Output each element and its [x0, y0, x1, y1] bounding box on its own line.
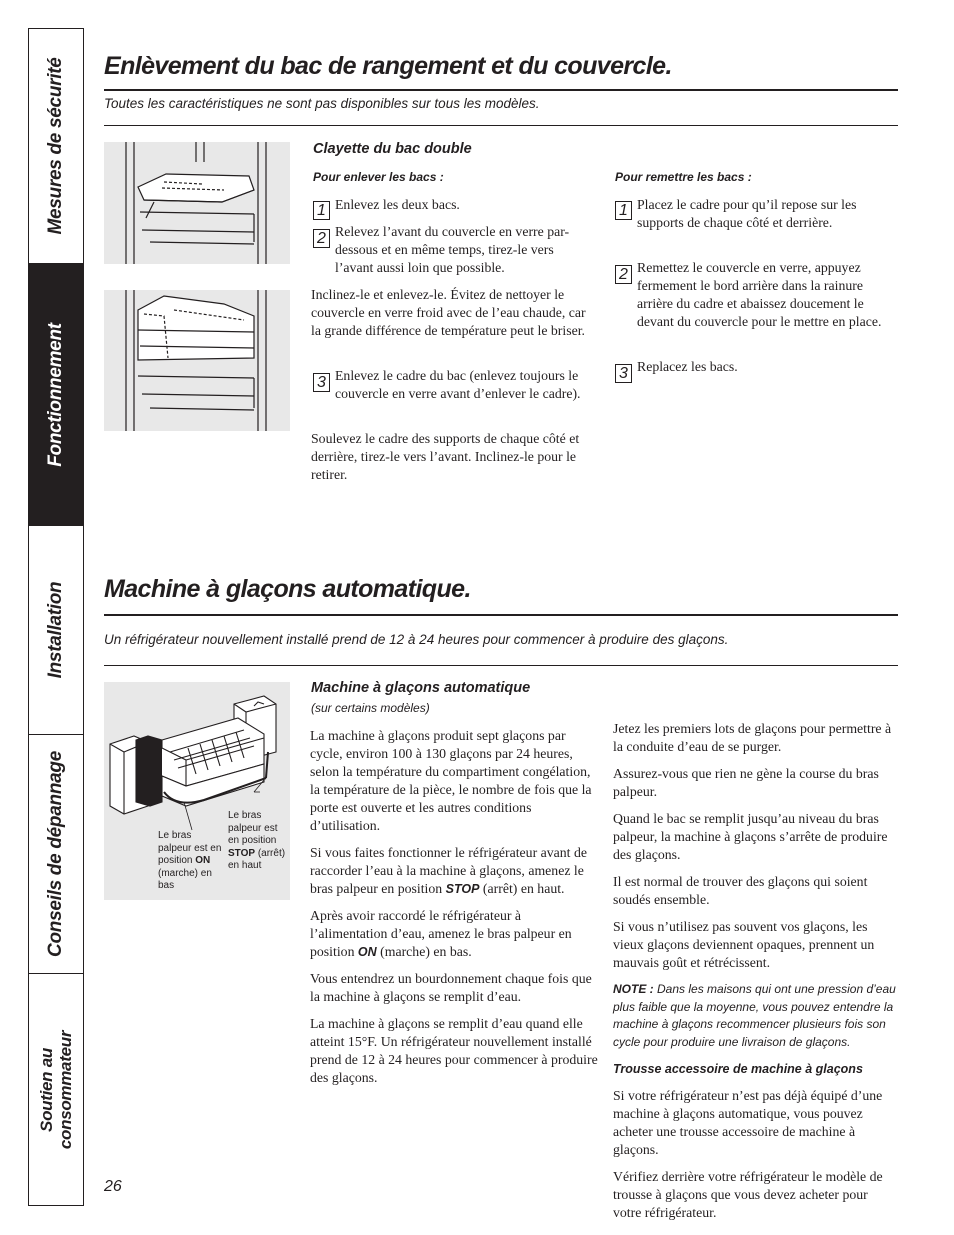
step-number-2: 2: [615, 265, 632, 284]
replace-step-2: Remettez le couvercle en verre, appuyez fermement le bord arrière dans la rainure arrière du cadre et abaissez doucement le devant du couvercle pour le mettre en place.: [637, 260, 882, 329]
tab-label: Installation: [45, 581, 66, 679]
model-note: (sur certains modèles): [311, 701, 430, 715]
step-number-3: 3: [313, 373, 330, 392]
tab-label: Fonctionnement: [45, 322, 66, 467]
side-navigation: [28, 28, 84, 1206]
remove-step-1: Enlevez les deux bacs.: [335, 197, 460, 212]
subheading: Machine à glaçons automatique: [311, 680, 531, 696]
ice-maker-note: Un réfrigérateur nouvellement installé prend de 12 à 24 heures pour commencer à produire des glaçons.: [104, 632, 729, 647]
subheading: Clayette du bac double: [313, 141, 472, 157]
ice-maker-column-1: La machine à glaçons produit sept glaçons par cycle, environ 100 à 130 glaçons par 24 heures, selon la température du compartiment congélation, la température de la pièce, le nombre de fois que la porte est ouverte et les autres conditions d’utilisation. Si vous faites fonctionner le réfrigérateur avant de raccorder l’eau à la machine à glaçons, amenez le bras palpeur en position STOP (arrêt) en haut. Après avoir raccordé le réfrigérateur à l’alimentation d’eau, amenez le bras palpeur en position ON (marche) en bas. Vous entendrez un bourdonnement chaque fois que la machine à glaçons se remplit d’eau. La machine à glaçons se remplit d’eau quand elle atteint 15°F. Un réfrigérateur nouvellement installé prend de 12 à 24 heures pour commencer à produire des glaçons.: [310, 728, 598, 1085]
tab-installation[interactable]: [29, 526, 83, 735]
remove-paragraph-2: Soulevez le cadre des supports de chaque côté et derrière, tirez-le vers l’avant. Inclinez-le pour le retirer.: [311, 431, 580, 482]
caption-arm-on: Le bras palpeur est en position ON (marche) en bas: [158, 830, 222, 891]
replace-step-1: Placez le cadre pour qu’il repose sur les supports de chaque côté et derrière.: [637, 197, 857, 230]
availability-note: Toutes les caractéristiques ne sont pas disponibles sur tous les modèles.: [104, 96, 540, 111]
caption-arm-stop: Le bras palpeur est en position STOP (arrêt) en haut: [228, 810, 286, 871]
replace-heading: Pour remettre les bacs :: [615, 170, 752, 184]
tab-fonctionnement[interactable]: [29, 264, 83, 526]
kit-heading: Trousse accessoire de machine à glaçons: [613, 1062, 863, 1076]
replace-step-3: Replacez les bacs.: [637, 359, 738, 374]
drawer-illustration-top: [104, 142, 290, 264]
divider: [104, 125, 898, 126]
page-number: 26: [104, 1178, 122, 1195]
step-number-1: 1: [615, 201, 632, 220]
step-number-1: 1: [313, 201, 330, 220]
divider: [104, 614, 898, 616]
step-number-3: 3: [615, 364, 632, 383]
tab-soutien-au-consommateur[interactable]: [29, 974, 83, 1205]
remove-step-3: Enlevez le cadre du bac (enlevez toujours le couvercle en verre avant d’enlever le cadre).: [335, 368, 581, 401]
remove-step-2: Relevez l’avant du couvercle en verre par-dessous et en même temps, tirez-le vers l’avant aussi loin que possible.: [335, 224, 570, 275]
arm-stop-paragraph: Si vous faites fonctionner le réfrigérateur avant de raccorder l’eau à la machine à glaçons, amenez le bras palpeur en position STOP (arrêt) en haut.: [310, 845, 587, 896]
section-title: Machine à glaçons automatique.: [104, 575, 471, 603]
ice-maker-column-2: Jetez les premiers lots de glaçons pour permettre à la conduite d’eau de se purger. Assurez-vous que rien ne gène la course du bras palpeur. Quand le bac se remplit jusqu’au niveau du bras palpeur, la machine à glaçons s’arrête de produire des glaçons. Il est normal de trouver des glaçons qui soient soudés ensemble. Si vous n’utilisez pas souvent vos glaçons, les vieux glaçons deviennent opaques, prennent un mauvais goût et rétrécissent. NOTE : Dans les maisons qui ont une pression d’eau plus faible que la moyenne, vous pouvez entendre la machine à glaçons recommencer plusieurs fois son cycle pour produire une livraison de glaçons. Trousse accessoire de machine à glaçons Si votre réfrigérateur n’est pas déjà équipé d’une machine à glaçons automatique, vous pouvez acheter une trousse accessoire de machine à glaçons. Vérifiez derrière votre réfrigérateur le modèle de trousse à glaçons que vous devez acheter pour votre réfrigérateur.: [613, 720, 899, 1231]
divider: [104, 665, 898, 666]
low-pressure-note: NOTE : Dans les maisons qui ont une pression d’eau plus faible que la moyenne, vous pouvez entendre la machine à glaçons recommencer plusieurs fois son cycle pour produire une livraison de glaçons.: [613, 982, 896, 1049]
ice-maker-illustration: [104, 682, 290, 900]
tab-label: Soutien au consommateur: [37, 1030, 75, 1149]
section-title: Enlèvement du bac de rangement et du couvercle.: [104, 52, 672, 80]
tab-label: Mesures de sécurité: [45, 57, 66, 235]
tab-label: Conseils de dépannage: [45, 751, 66, 957]
arm-on-paragraph: Après avoir raccordé le réfrigérateur à l’alimentation d’eau, amenez le bras palpeur en position ON (marche) en bas.: [310, 908, 572, 959]
remove-heading: Pour enlever les bacs :: [313, 170, 444, 184]
remove-paragraph-1: Inclinez-le et enlevez-le. Évitez de nettoyer le couvercle en verre froid avec de l’eau chaude, car la grande différence de température peut le briser.: [311, 287, 586, 338]
step-number-2: 2: [313, 229, 330, 248]
drawer-illustration-bottom: [104, 290, 290, 431]
divider: [104, 89, 898, 91]
tab-conseils-de-depannage[interactable]: [29, 735, 83, 974]
tab-mesures-de-securite[interactable]: [29, 29, 83, 264]
